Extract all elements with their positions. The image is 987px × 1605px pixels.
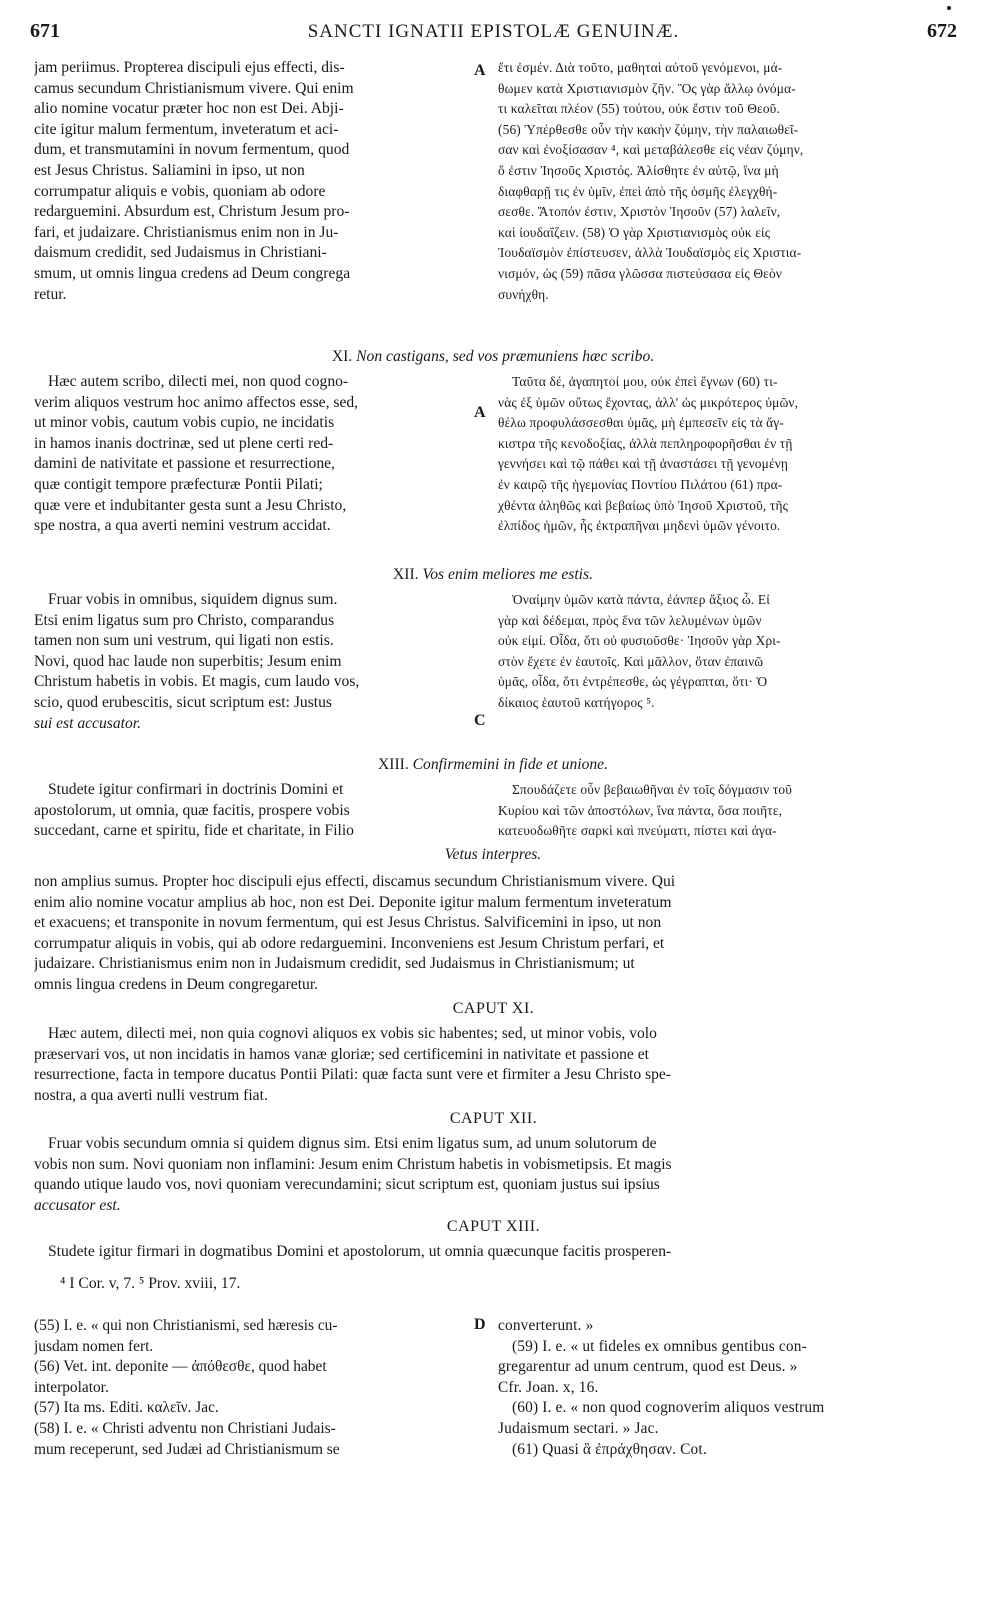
greek-line: νὰς ἐξ ὑμῶν οὕτως ἔχοντας, ἀλλ' ὡς μικρότερος ὑμῶν, <box>498 394 799 410</box>
latin-line: apostolorum, ut omnia, quæ facitis, prospere vobis <box>34 801 350 819</box>
vetus-line: præservari vos, ut non incidatis in hamos vanæ gloriæ; sed certificemini in nativitate et passione et <box>34 1045 649 1063</box>
margin-letter-d: D <box>474 1316 486 1333</box>
caput-xi-heading: CAPUT XI. <box>452 1000 535 1017</box>
latin-line: Fruar vobis in omnibus, siquidem dignus sum. <box>48 591 338 608</box>
latin-line: jam periimus. Propterea discipuli ejus effecti, dis- <box>34 59 345 76</box>
vetus-line: enim alio nomine vocatur amplius ab hoc, non est Dei. Deponite igitur malum fermentum inveteratum <box>34 893 672 911</box>
page-number-right: 672 <box>927 20 957 42</box>
vetus-line: et exacuens; et transponite in novum fermentum, qui est Jesus Christus. Salvificemini in ipso, ut non <box>34 914 662 932</box>
heading-text: Non castigans, sed vos præmuniens hæc scribo. <box>356 348 655 365</box>
greek-line: γὰρ καὶ δέδεμαι, πρὸς ἕνα τῶν λελυμένων ὑμῶν <box>498 612 762 628</box>
greek-line: οὐκ εἰμί. Οἶδα, ὅτι οὐ φυσιοῦσθε· Ἰησοῦν γὰρ Χρι- <box>498 633 781 649</box>
greek-column <box>498 58 952 305</box>
greek-line: καὶ ἰουδαΐζειν. (58) Ὁ γὰρ Χριστιανισμὸς οὐκ εἰς <box>498 224 771 240</box>
vetus-line: Hæc autem, dilecti mei, non quia cognovi aliquos ex vobis sic habentes; sed, ut minor vobis, volo <box>48 1025 657 1042</box>
vetus-line: Fruar vobis secundum omnia si quidem dignus sim. Etsi enim ligatus sum, ad unum solutorum de <box>48 1135 657 1152</box>
vetus-line: Studete igitur firmari in dogmatibus Domini et apostolorum, ut omnia quæcunque facitis prosperen- <box>48 1243 672 1260</box>
greek-line: δίκαιος ἑαυτοῦ κατήγορος ⁵. <box>498 694 655 710</box>
greek-line: διαφθαρῇ τις ἐν ὑμῖν, ἐπεὶ ἀπὸ τῆς ὀσμῆς ἐλεγχθή- <box>498 183 778 199</box>
footnote-references: ⁴ I Cor. v, 7. ⁵ Prov. xviii, 17. <box>60 1275 241 1292</box>
greek-line: σεσθε. Ἄτοπόν ἐστιν, Χριστὸν Ἰησοῦν (57) λαλεῖν, <box>498 204 781 220</box>
latin-line: Christum habetis in vobis. Et magis, cum laudo vos, <box>34 673 360 691</box>
margin-letter-a: A <box>474 404 486 421</box>
greek-line: Σπουδάζετε οὖν βεβαιωθῆναι ἐν τοῖς δόγμασιν τοῦ <box>512 782 793 797</box>
latin-line: tamen non sum uni vestrum, qui ligati non estis. <box>34 632 334 650</box>
latin-line: alio nomine vocatur præter hoc non est Dei. Abji- <box>34 100 344 118</box>
latin-line: smum, ut omnis lingua credens ad Deum congrega <box>34 264 351 282</box>
latin-column <box>34 590 466 734</box>
latin-line: in hamos inanis doctrinæ, sed ut plene certi red- <box>34 434 334 452</box>
vetus-interpres-title: Vetus interpres. <box>444 846 542 863</box>
greek-line: ἐν καιρῷ τῆς ἡγεμονίας Ποντίου Πιλάτου (61) πρα- <box>498 476 783 492</box>
greek-line: γεννήσει καὶ τῷ πάθει καὶ τῇ ἀναστάσει τῇ γενομένῃ <box>498 456 789 472</box>
margin-letter-c: C <box>474 712 486 729</box>
note-line: (61) Quasi ἃ ἐπράχθησαν. Cot. <box>512 1440 707 1458</box>
note-line: Cfr. Joan. x, 16. <box>498 1378 599 1396</box>
greek-line: κιστρα τῆς κενοδοξίας, ἀλλὰ πεπληροφορῆσθαι ἐν τῇ <box>498 435 793 451</box>
latin-line: Etsi enim ligatus sum pro Christo, comparandus <box>34 611 335 629</box>
latin-line: spe nostra, a qua averti nemini vestrum accidat. <box>34 517 331 535</box>
vetus-interpres-xiii <box>34 1242 944 1263</box>
latin-line: cite igitur malum fermentum, inveteratum et aci- <box>34 120 339 138</box>
greek-line: θωμεν κατὰ Χριστιανισμὸν ζῆν. Ὃς γὰρ ἄλλῳ ὀνόμα- <box>498 80 796 96</box>
greek-column <box>498 590 952 714</box>
greek-line: ὑμᾶς, οἶδα, ὅτι ἐντρέπεσθε, ὡς γέγραπται, ὅτι· Ὁ <box>498 674 768 690</box>
latin-line: succedant, carne et spiritu, fide et charitate, in Filio <box>34 822 354 840</box>
latin-line: scio, quod erubescitis, sicut scriptum est: Justus <box>34 693 332 711</box>
latin-line: daismum credidit, sed Judaismus in Christiani- <box>34 244 327 262</box>
heading-number: XII. <box>393 566 419 583</box>
vetus-line: accusator est. <box>34 1196 121 1214</box>
note-line: (58) I. e. « Christi adventu non Christiani Judais- <box>34 1419 336 1437</box>
latin-line: Studete igitur confirmari in doctrinis Domini et <box>48 781 344 798</box>
vetus-interpres-xi <box>34 1024 944 1106</box>
vetus-line: quando utique laudo vos, novi quoniam verecundamini; sicut scriptum est, quoniam justus sui ipsius <box>34 1176 660 1194</box>
greek-column <box>498 372 952 537</box>
vetus-interpres-x <box>34 872 944 996</box>
notes-right-column <box>498 1316 952 1460</box>
note-line: gregarentur ad unum centrum, quod est Deus. » <box>498 1358 798 1376</box>
latin-line: est Jesus Christus. Saliamini in ipso, ut non <box>34 161 305 179</box>
greek-line: τι καλεῖται πλέον (55) τούτου, οὐκ ἔστιν τοῦ Θεοῦ. <box>498 101 780 117</box>
latin-line: sui est accusator. <box>34 714 141 732</box>
margin-letter-a: A <box>474 62 486 79</box>
latin-line: verim aliquos vestrum hoc animo affectos esse, sed, <box>34 393 359 411</box>
vetus-line: judaizare. Christianismus enim non in Judaismum credidit, sed Judaismus in Christianismum; ut <box>34 955 635 973</box>
note-line: jusdam nomen fert. <box>34 1337 154 1355</box>
note-line: mum receperunt, sed Judæi ad Christianismum se <box>34 1440 340 1458</box>
note-line: (57) Ita ms. Editi. καλεῖν. Jac. <box>34 1399 219 1417</box>
note-line: (55) I. e. « qui non Christianismi, sed hæresis cu- <box>34 1317 338 1334</box>
vetus-interpres-xii <box>34 1134 944 1216</box>
latin-line: quæ vere et indubitanter gesta sunt a Jesu Christo, <box>34 496 347 514</box>
greek-line: κατευοδωθῆτε σαρκὶ καὶ πνεύματι, πίστει καὶ ἀγα- <box>498 823 777 839</box>
greek-line: θέλω προφυλάσσεσθαι ὑμᾶς, μὴ ἐμπεσεῖν εἰς τὰ ἄγ- <box>498 415 784 431</box>
greek-line: συνήχθη. <box>498 286 549 302</box>
greek-line: ἔτι ἐσμέν. Διὰ τοῦτο, μαθηταὶ αὐτοῦ γενόμενοι, μά- <box>498 60 783 75</box>
vetus-line: nostra, a qua averti nulli vestrum fiat. <box>34 1086 268 1104</box>
latin-line: quæ contigit tempore præfecturæ Pontii Pilati; <box>34 475 323 493</box>
greek-line: Ἰουδαϊσμὸν ἐπίστευσεν, ἀλλὰ Ἰουδαϊσμὸς εἰς Χριστια- <box>498 245 802 261</box>
greek-line: χθέντα ἀληθῶς καὶ βεβαίως ὑπὸ Ἰησοῦ Χριστοῦ, τῆς <box>498 497 789 513</box>
notes-left-column <box>34 1316 466 1460</box>
latin-line: ut minor vobis, cautum vobis cupio, ne incidatis <box>34 414 335 432</box>
vetus-line: resurrectione, facta in tempore ducatus Pontii Pilati: quæ facta sunt vere et firmiter a Jesu Christo spe- <box>34 1066 671 1084</box>
latin-line: corrumpatur aliquis e vobis, quoniam ab odore <box>34 182 326 200</box>
page-header <box>30 20 957 48</box>
vetus-line: corrumpatur aliquis in vobis, qui ab odore redarguemini. Inconveniens est Jesum Christum perfari, et <box>34 934 665 952</box>
greek-line: Κυρίου καὶ τῶν ἀποστόλων, ἵνα πάντα, ὅσα ποιῆτε, <box>498 802 783 818</box>
greek-line: Ταῦτα δέ, ἀγαπητοί μου, οὐκ ἐπεὶ ἔγνων (60) τι- <box>512 374 778 389</box>
greek-line: (56) Ὑπέρθεσθε οὖν τὴν κακὴν ζύμην, τὴν παλαιωθεῖ- <box>498 121 799 137</box>
latin-line: damini de nativitate et passione et resurrectione, <box>34 455 335 473</box>
running-title: SANCTI IGNATII EPISTOLÆ GENUINÆ. <box>307 21 680 42</box>
latin-line: fari, et judaizare. Christianismus enim non in Ju- <box>34 223 339 241</box>
caput-xii-heading: CAPUT XII. <box>449 1110 538 1127</box>
page-speck <box>947 6 951 10</box>
greek-line: ἐλπίδος ἡμῶν, ἧς ἐκτραπῆναι μηδενὶ ὑμῶν γένοιτο. <box>498 518 781 534</box>
page-number-left: 671 <box>30 20 60 42</box>
latin-column <box>34 780 466 842</box>
greek-line: Ὀναίμην ὑμῶν κατὰ πάντα, ἐάνπερ ἄξιος ὦ. Εἰ <box>512 592 770 607</box>
latin-line: Hæc autem scribo, dilecti mei, non quod cogno- <box>48 373 349 390</box>
heading-text: Vos enim meliores me estis. <box>422 566 593 583</box>
note-line: Judaismum sectari. » Jac. <box>498 1419 659 1437</box>
caput-xiii-heading: CAPUT XIII. <box>446 1218 541 1235</box>
latin-line: Novi, quod hac laude non superbitis; Jesum enim <box>34 652 342 670</box>
vetus-line: non amplius sumus. Propter hoc discipuli ejus effecti, discamus secundum Christianismum vivere. Qui <box>34 873 676 890</box>
greek-line: σαν καὶ ἐνοξίσασαν ⁴, καὶ μεταβάλεσθε εἰς νέαν ζύμην, <box>498 142 804 158</box>
latin-column <box>34 58 466 305</box>
greek-line: νισμόν, ὡς (59) πᾶσα γλῶσσα πιστεύσασα εἰς Θεὸν <box>498 265 783 281</box>
note-line: (56) Vet. int. deponite — ἀπόθεσθε, quod habet <box>34 1358 327 1376</box>
heading-number: XI. <box>331 348 353 365</box>
latin-column <box>34 372 466 537</box>
vetus-line: vobis non sum. Novi quoniam non inflamini: Jesum enim Christum habetis in vobismetipsis. Et magis <box>34 1155 672 1173</box>
heading-number: XIII. <box>378 756 409 773</box>
latin-line: redarguemini. Absurdum est, Christum Jesum pro- <box>34 203 350 221</box>
note-line: (60) I. e. « non quod cognoverim aliquos vestrum <box>512 1399 825 1417</box>
heading-text: Confirmemini in fide et unione. <box>412 756 608 773</box>
note-line: converterunt. » <box>498 1317 594 1334</box>
greek-line: στὸν ἔχετε ἐν ἑαυτοῖς. Καὶ μᾶλλον, ὅταν ἐπαινῶ <box>498 653 764 669</box>
note-line: interpolator. <box>34 1378 109 1396</box>
note-line: (59) I. e. « ut fideles ex omnibus gentibus con- <box>512 1337 807 1355</box>
vetus-line: omnis lingua credens in Deum congregaretur. <box>34 975 319 993</box>
latin-line: camus secundum Christianismum vivere. Qui enim <box>34 79 354 97</box>
greek-line: ὅ ἐστιν Ἰησοῦς Χριστός. Ἁλίσθητε ἐν αὐτῷ, ἵνα μὴ <box>498 162 779 178</box>
latin-line: dum, et transmutamini in novum fermentum, quod <box>34 141 350 159</box>
greek-column <box>498 780 952 842</box>
latin-line: retur. <box>34 285 67 303</box>
